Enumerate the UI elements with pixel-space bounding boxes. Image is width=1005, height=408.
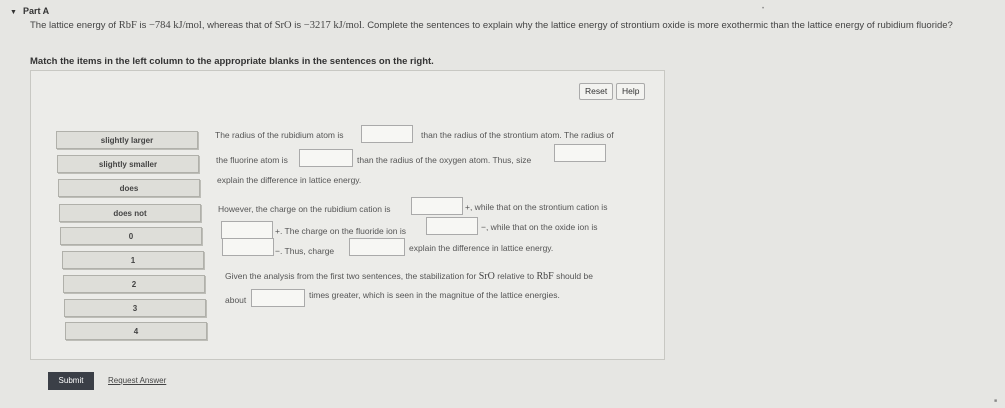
formula-rbf: RbF <box>536 271 554 282</box>
sentence-7 <box>225 270 593 283</box>
option-4[interactable]: 4 <box>65 322 207 340</box>
instructions: Match the items in the left column to the appropriate blanks in the sentences on the right. <box>30 56 434 67</box>
submit-button[interactable]: Submit <box>48 372 94 390</box>
corner-mark: ■ <box>993 398 997 404</box>
question-text-3: , whereas that of <box>201 20 275 31</box>
sentence-6b: explain the difference in lattice energy. <box>409 243 554 253</box>
option-slightly-smaller[interactable]: slightly smaller <box>57 155 199 173</box>
sentence-7c: should be <box>556 271 593 281</box>
question-text-2: is <box>136 20 149 31</box>
option-slightly-larger[interactable]: slightly larger <box>56 131 198 149</box>
option-1[interactable]: 1 <box>62 251 204 269</box>
sentence-7b: relative to <box>497 271 535 281</box>
sentence-6a: −. Thus, charge <box>275 246 335 256</box>
sentence-8b: times greater, which is seen in the magnitue of the lattice energies. <box>309 290 560 300</box>
blank-9[interactable] <box>251 289 305 307</box>
sentence-8a: about <box>225 295 247 305</box>
question-energy-rbf: −784 kJ/mol <box>148 20 202 31</box>
blank-3[interactable] <box>554 144 606 162</box>
question-formula-rbf: RbF <box>118 20 137 31</box>
sentence-5a: +. The charge on the fluoride ion is <box>275 226 406 236</box>
sentence-4a: However, the charge on the rubidium cation is <box>218 204 391 214</box>
request-answer-link[interactable]: Request Answer <box>108 376 167 385</box>
sentence-4b: +, while that on the strontium cation is <box>465 202 608 212</box>
collapse-triangle-icon[interactable]: ▼ <box>10 9 17 16</box>
sentence-1b: than the radius of the strontium atom. The radius of <box>421 130 614 140</box>
blank-8[interactable] <box>349 238 405 256</box>
option-3[interactable]: 3 <box>64 299 206 317</box>
blank-6[interactable] <box>426 217 478 235</box>
help-button[interactable]: Help <box>616 83 645 100</box>
sentence-3: explain the difference in lattice energy. <box>217 175 362 185</box>
part-label: Part A <box>22 6 50 16</box>
sentence-1a: The radius of the rubidium atom is <box>215 130 344 140</box>
question-formula-sro: SrO <box>274 20 292 31</box>
question-energy-sro: −3217 kJ/mol <box>303 20 362 31</box>
blank-4[interactable] <box>411 197 463 215</box>
blank-1[interactable] <box>361 125 413 143</box>
sentence-5b: −, while that on the oxide ion is <box>481 222 598 232</box>
option-does-not[interactable]: does not <box>59 204 201 222</box>
question-text-1: The lattice energy of <box>30 20 119 31</box>
blank-2[interactable] <box>299 149 353 167</box>
option-0[interactable]: 0 <box>60 227 202 245</box>
decorative-dot: • <box>762 6 765 12</box>
formula-sro: SrO <box>478 271 495 282</box>
sentence-2b: than the radius of the oxygen atom. Thus, size <box>357 155 532 165</box>
sentence-7a: Given the analysis from the first two sentences, the stabilization for <box>225 271 477 281</box>
question-text <box>30 20 953 31</box>
blank-5[interactable] <box>221 221 273 239</box>
matching-panel <box>30 70 665 360</box>
question-text-5: . Complete the sentences to explain why the lattice energy of strontium oxide is more exothermic than the lattice energy of rubidium fluoride? <box>361 20 953 31</box>
part-header[interactable] <box>10 6 49 16</box>
blank-7[interactable] <box>222 238 274 256</box>
option-2[interactable]: 2 <box>63 275 205 293</box>
sentence-2a: the fluorine atom is <box>216 155 288 165</box>
question-text-4: is <box>291 20 304 31</box>
reset-button[interactable]: Reset <box>579 83 613 100</box>
option-does[interactable]: does <box>58 179 200 197</box>
